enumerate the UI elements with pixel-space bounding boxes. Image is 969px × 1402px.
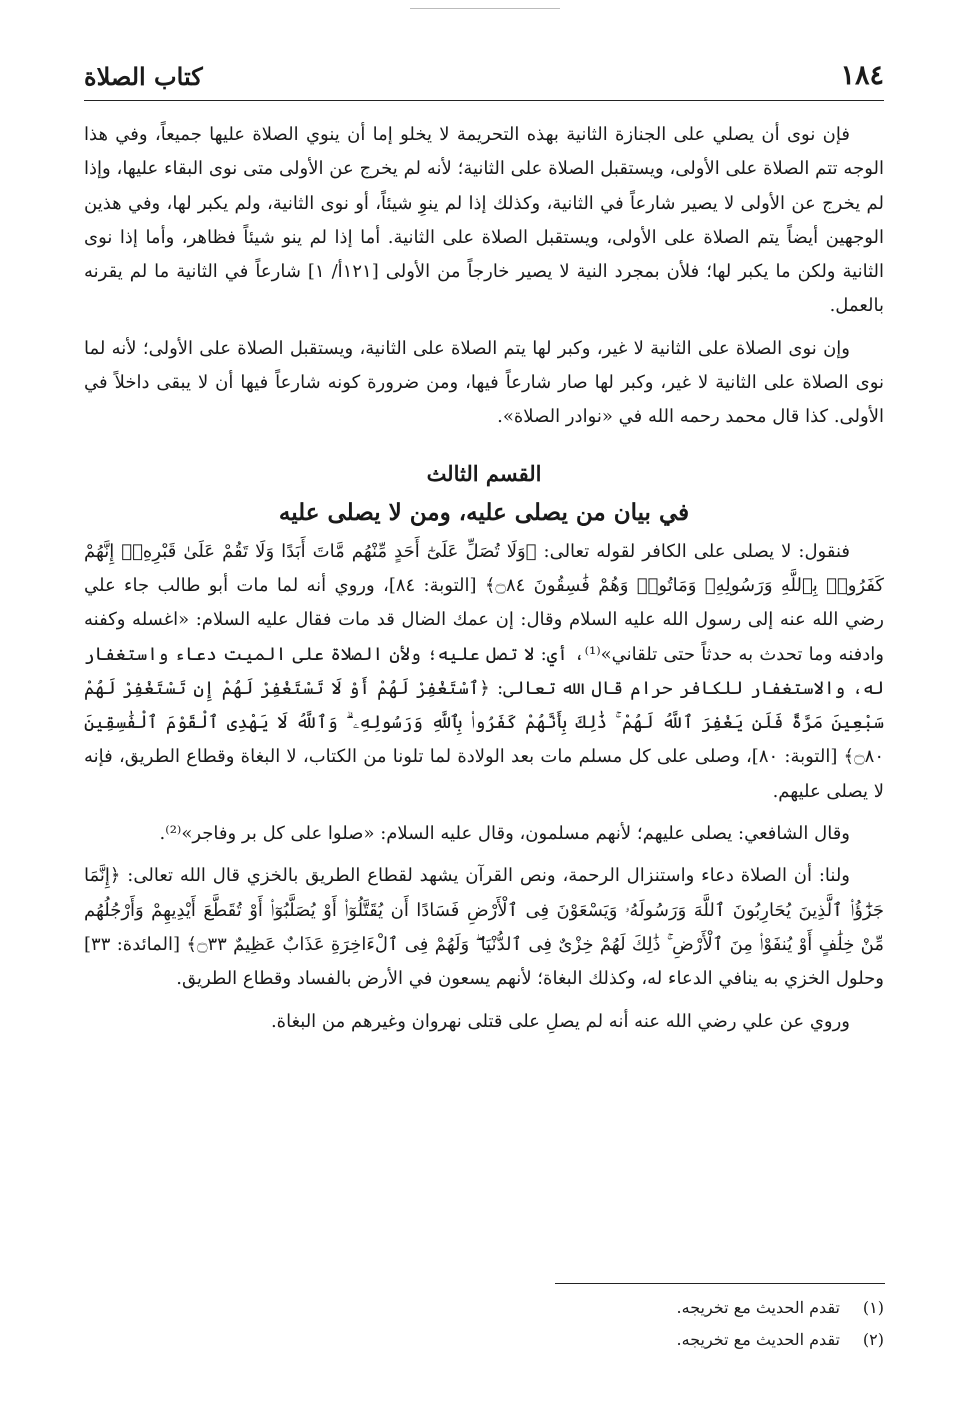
footnote-number: (١) bbox=[862, 1298, 884, 1317]
paragraph: وإن نوى الصلاة على الثانية لا غير، وكبر لها يتم الصلاة على الثانية، ويستقبل الصلاة على الأولى؛ لأنه لما نوى الصلاة على الثانية لا غير، وكبر لها صار شارعاً فيها، ومن ضرورة كونه شارعاً فيها أن لا يبقى داخلاً في الأولى. كذا قال محمد رحمه الله في «نوادر الصلاة». bbox=[84, 337, 884, 428]
paragraph: فنقول: لا يصلى على الكافر لقوله تعالى: ﴿وَلَا تُصَلِّ عَلَىٰٓ أَحَدٍ مِّنْهُم مَّاتَ أَبَدًا وَلَا تَقُمْ عَلَىٰ قَبْرِهِۦٓ إِنَّهُمْ كَفَرُوا۟ بِٱللَّهِ وَرَسُولِهِۦ وَمَاتُوا۟ وَهُمْ فَٰسِقُونَ ۝٨٤﴾ [التوبة: ٨٤]، وروي أنه لما مات أبو طالب جاء علي رضي الله عنه إلى رسول الله عليه السلام وقال: إن عمك الضال قد مات فقال عليه السلام: «اغسله وكفنه وادفنه وما تحدث به حدثاً حتى تلقاني»⁽¹⁾، أي: لا تصل عليه؛ ولأن الصلاة على الميت دعاء واستغفار له، والاستغفار للكافر حرام قال الله تعالى: ﴿ٱسْتَغْفِرْ لَهُمْ أَوْ لَا تَسْتَغْفِرْ لَهُمْ إِن تَسْتَغْفِرْ لَهُمْ سَبْعِينَ مَرَّةً فَلَن يَغْفِرَ ٱللَّهُ لَهُمْ ۚ ذَٰلِكَ بِأَنَّهُمْ كَفَرُوا۟ بِٱللَّهِ وَرَسُولِهِۦ ۗ وَٱللَّهُ لَا يَهْدِى ٱلْقَوْمَ ٱلْفَٰسِقِينَ ۝٨٠﴾ [التوبة: ٨٠]، وصلى على كل مسلم مات بعد الولادة لما تلونا من الكتاب، لا البغاة وقطاع الطريق، فإنه لا يصلى عليهم. bbox=[84, 540, 884, 802]
paragraph: ولنا: أن الصلاة دعاء واستنزال الرحمة، ونص القرآن يشهد لقطاع الطريق بالخزي قال الله تعالى: ﴿إِنَّمَا جَزَٰٓؤُا۟ ٱلَّذِينَ يُحَارِبُونَ ٱللَّهَ وَرَسُولَهُۥ وَيَسْعَوْنَ فِى ٱلْأَرْضِ فَسَادًا أَن يُقَتَّلُوٓا۟ أَوْ يُصَلَّبُوٓا۟ أَوْ تُقَطَّعَ أَيْدِيهِمْ وَأَرْجُلُهُم مِّنْ خِلَٰفٍ أَوْ يُنفَوْا۟ مِنَ ٱلْأَرْضِ ۚ ذَٰلِكَ لَهُمْ خِزْىٌ فِى ٱلدُّنْيَا ۖ وَلَهُمْ فِى ٱلْءَاخِرَةِ عَذَابٌ عَظِيمٌ ۝٣٣﴾ [المائدة: ٣٣] وحلول الخزي به ينافي الدعاء له، وكذلك البغاة؛ لأنهم يسعون في الأرض بالفساد وقطاع الطريق. bbox=[84, 865, 885, 990]
running-header bbox=[84, 60, 884, 101]
section-heading: القسم الثالث bbox=[426, 460, 542, 486]
book-title: كتاب الصلاة bbox=[84, 62, 203, 91]
paragraph: وقال الشافعي: يصلى عليهم؛ لأنهم مسلمون، وقال عليه السلام: «صلوا على كل بر وفاجر»⁽²⁾. bbox=[159, 823, 850, 845]
paragraph: وروي عن علي رضي الله عنه أنه لم يصلِ على قتلى نهروان وغيرهم من البغاة. bbox=[270, 1010, 850, 1032]
footnote-text: تقدم الحديث مع تخريجه. bbox=[676, 1330, 840, 1349]
top-edge-mark bbox=[410, 8, 560, 9]
paragraph: فإن نوى أن يصلي على الجنازة الثانية بهذه التحريمة لا يخلو إما أن ينوي الصلاة عليها جميعاً، وفي هذا الوجه تتم الصلاة على الأولى، ويستقبل الصلاة على الثانية؛ لأنه لم يخرج عن الأولى متى نوى البقاء عليها، وإذا لم يخرج عن الأولى لا يصير شارعاً في الثانية، وكذلك إذا لم ينوِ شيئاً، أو نوى الثانية، ولم يكبر لها، وفي هذين الوجهين أيضاً يتم الصلاة على الأولى، ويستقبل الصلاة على الثانية. أما إذا لم ينو شيئاً فظاهر، وأما إذا نوى الثانية ولكن ما يكبر لها؛ فلأن بمجرد النية لا يصير خارجاً من الأولى [١٢١أ/ ١] شارعاً في الثانية ما لم يقرنه بالعمل. bbox=[84, 124, 884, 317]
footnote-separator bbox=[555, 1283, 885, 1284]
page-number: ١٨٤ bbox=[840, 60, 884, 91]
footnote bbox=[84, 1292, 884, 1324]
footnote-text: تقدم الحديث مع تخريجه. bbox=[676, 1298, 840, 1317]
footnotes bbox=[84, 1292, 884, 1356]
main-text bbox=[84, 118, 884, 1047]
section-subheading: في بيان من يصلى عليه، ومن لا يصلى عليه bbox=[278, 498, 690, 526]
footnote-number: (٢) bbox=[862, 1330, 884, 1349]
footnote bbox=[84, 1324, 884, 1356]
